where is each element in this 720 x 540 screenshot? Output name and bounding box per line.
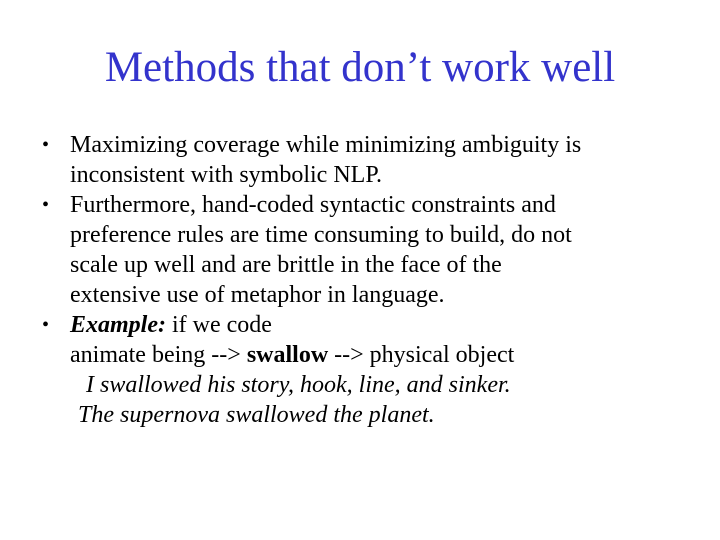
example-sentence-1: I swallowed his story, hook, line, and sinker.: [86, 372, 511, 398]
example-sentence-2: The supernova swallowed the planet.: [78, 402, 435, 428]
bullet-coverage: [0, 130, 690, 190]
bullet-list: [0, 130, 720, 430]
rule-right: --> physical object: [328, 342, 515, 368]
bullet-example: [0, 310, 690, 340]
bullet-text-line: preference rules are time consuming to build, do not: [70, 222, 572, 248]
example-label: Example:: [70, 312, 166, 338]
rule-left: animate being -->: [70, 342, 247, 368]
slide-title: Methods that don’t work well: [104, 44, 616, 91]
rule-keyword: swallow: [246, 342, 329, 368]
bullet-marker: •: [42, 314, 50, 336]
bullet-hand-coded: [0, 190, 690, 310]
example-intro: if we code: [166, 312, 272, 338]
bullet-text-line: scale up well and are brittle in the face of the: [70, 252, 502, 278]
bullet-text-line: Furthermore, hand-coded syntactic constraints and: [70, 192, 556, 218]
example-rule: [0, 340, 720, 370]
bullet-text-line: extensive use of metaphor in language.: [70, 282, 445, 308]
bullet-text-line: Maximizing coverage while minimizing ambiguity is: [70, 132, 582, 158]
bullet-text-line: inconsistent with symbolic NLP.: [70, 162, 382, 188]
example-intro-line: [70, 310, 690, 340]
bullet-marker: •: [42, 134, 50, 156]
bullet-marker: •: [42, 194, 50, 216]
